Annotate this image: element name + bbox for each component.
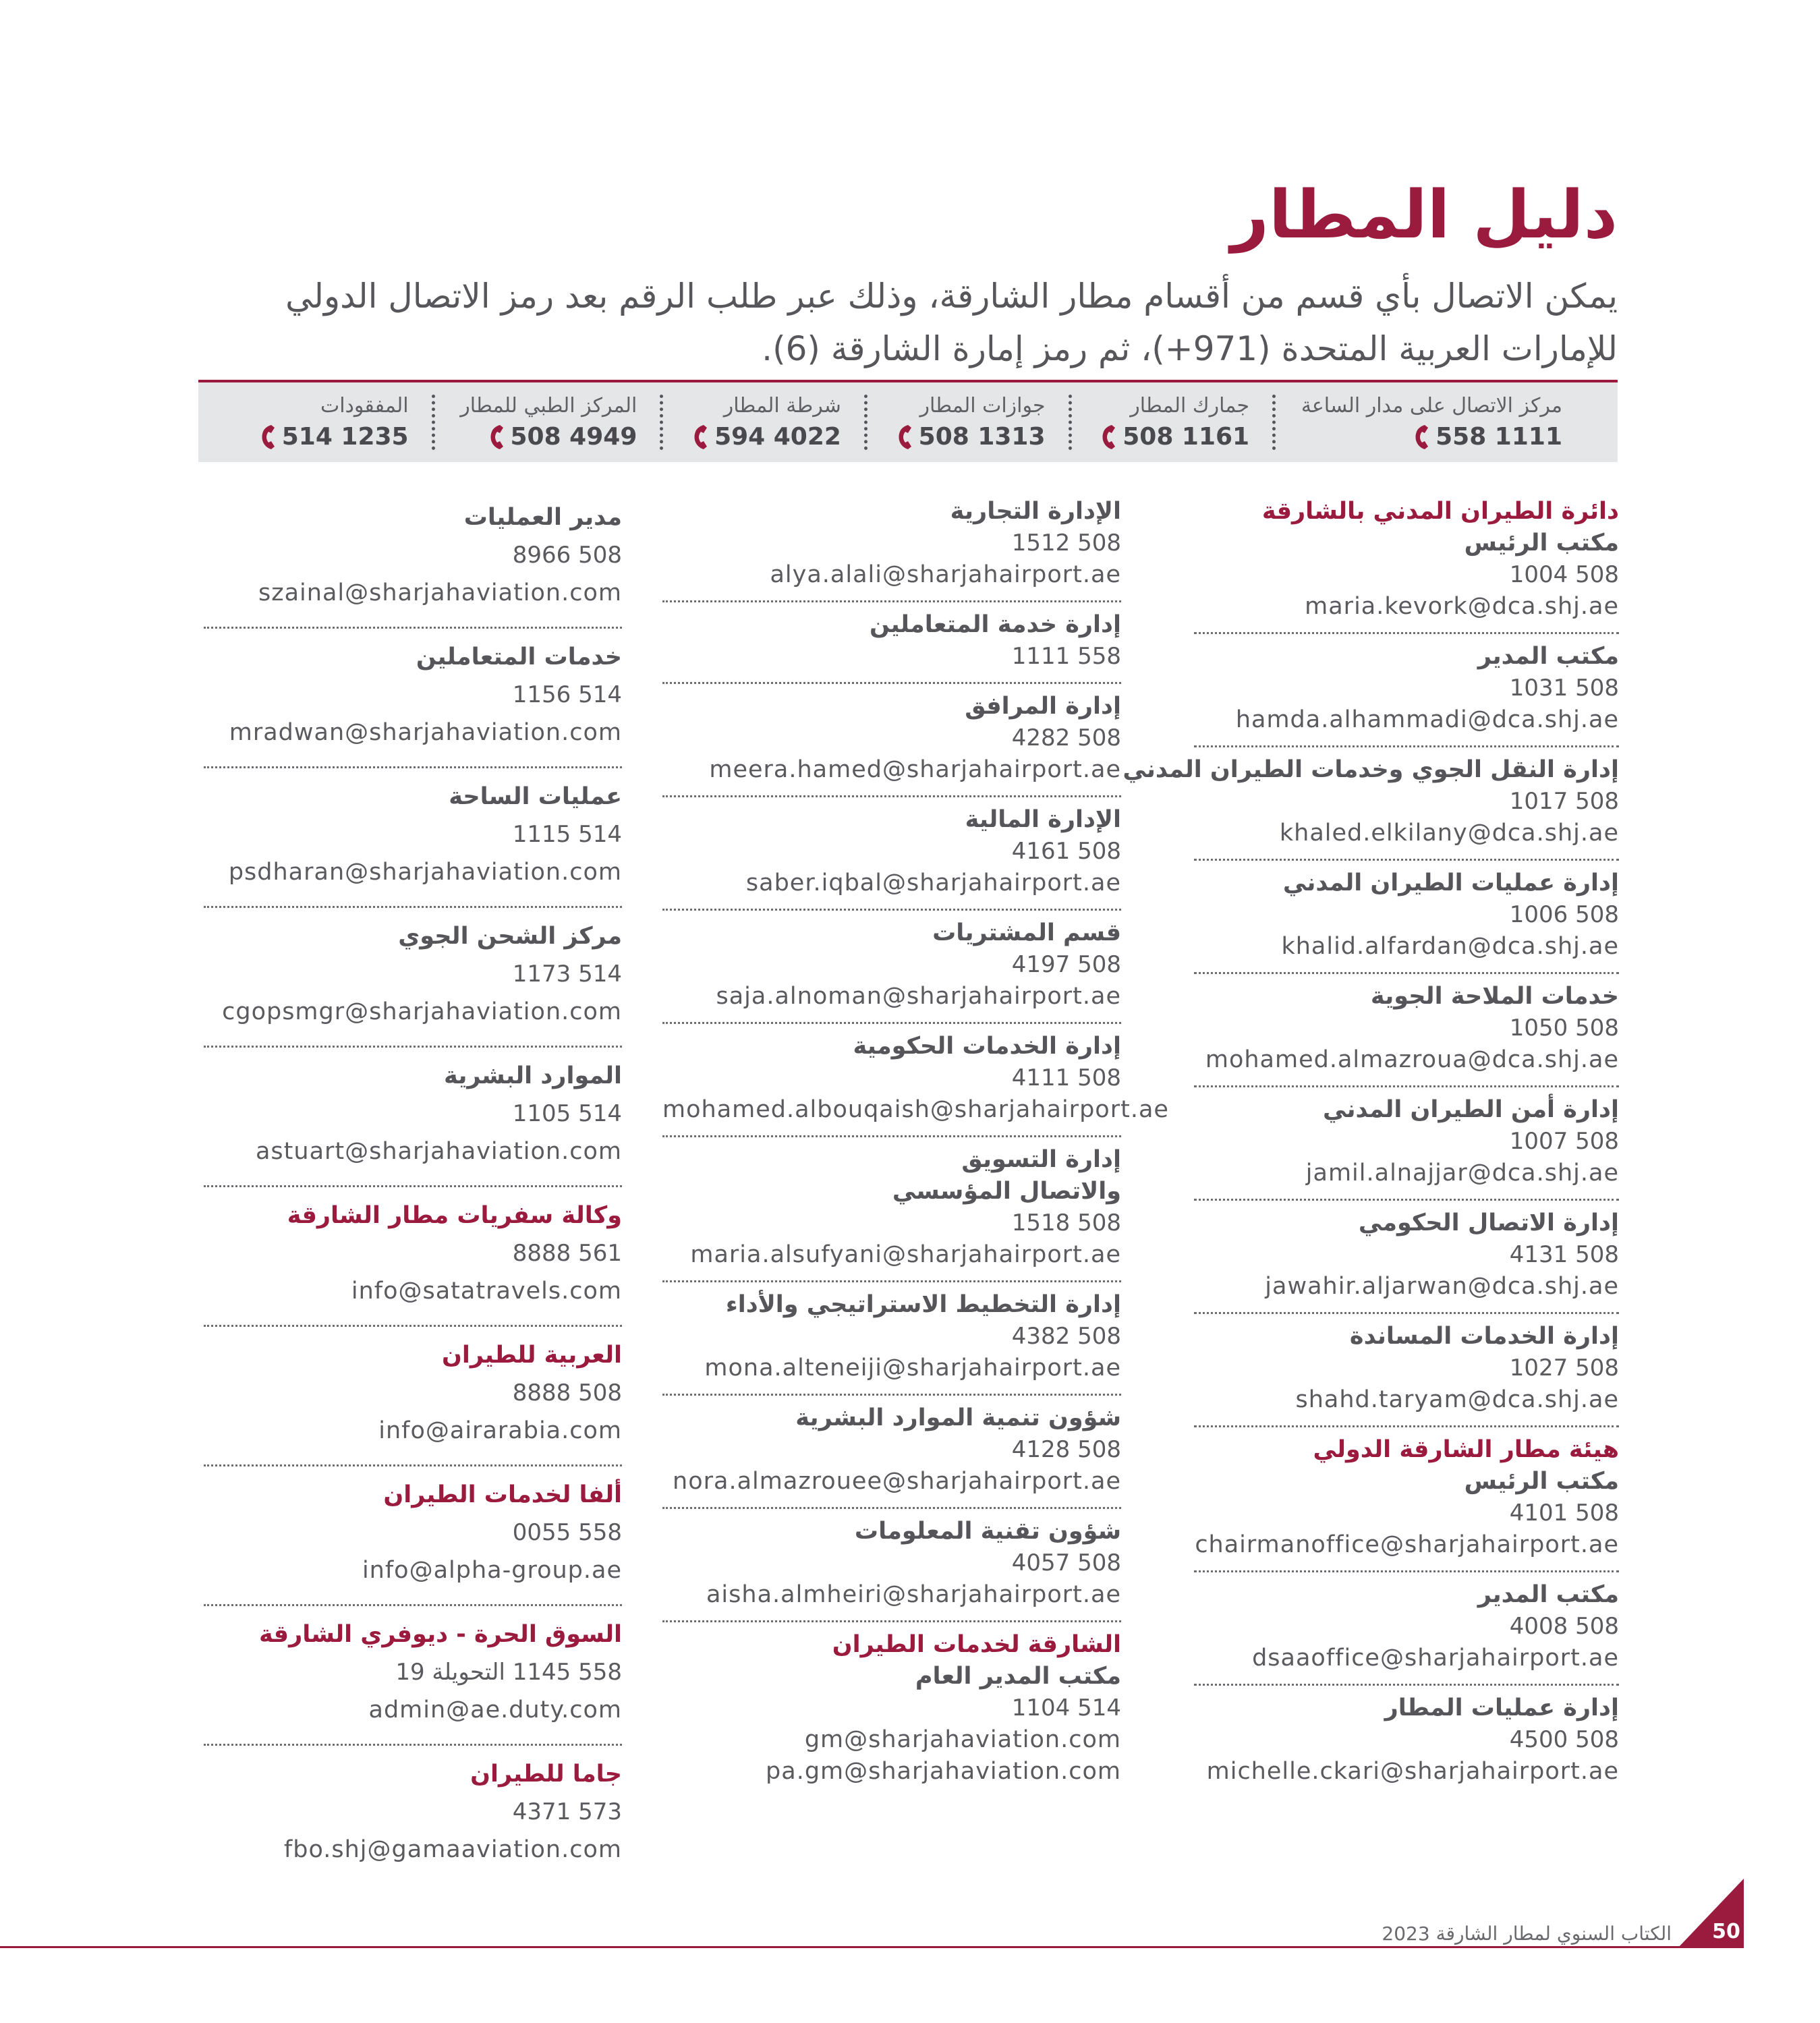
email-link[interactable]: cgopsmgr@sharjahaviation.com [222,998,622,1025]
entity-heading: جاما للطيران [470,1761,622,1788]
intro-line-2: للإمارات العربية المتحدة (971+)، ثم رمز إمارة الشارقة (6). [762,329,1618,368]
hotline-item [1072,391,1273,453]
directory-entry [662,602,1121,684]
phone-extension: 508 1050 [1509,1015,1619,1042]
email-link[interactable]: khalid.alfardan@dca.shj.ae [1281,933,1619,960]
hotline-number [689,421,841,453]
phone-icon [1097,424,1117,451]
directory-entry [1194,1572,1619,1686]
department-name: إدارة النقل الجوي وخدمات الطيران المدني [1122,756,1619,783]
department-name: إدارة عمليات المطار [1384,1694,1619,1721]
directory-entry [204,1746,622,1883]
email-link[interactable]: gm@sharjahaviation.com [804,1726,1121,1753]
phone-icon [1410,424,1430,451]
phone-extension: 508 1512 [1011,530,1121,557]
email-link[interactable]: szainal@sharjahaviation.com [258,579,622,606]
email-link[interactable]: michelle.ckari@sharjahairport.ae [1206,1758,1619,1785]
department-name: الإدارة التجارية [950,498,1121,525]
email-link[interactable]: maria.alsufyani@sharjahairport.ae [690,1241,1121,1268]
page-title: دليل المطار [1230,177,1618,254]
phone-extension: 514 1156 [512,681,622,708]
phone-extension: 508 8888 [512,1379,622,1406]
directory-entry [204,1466,622,1606]
email-link[interactable]: saber.iqbal@sharjahairport.ae [745,870,1121,896]
department-name: إدارة التسويق [961,1146,1121,1173]
department-name: شؤون تقنية المعلومات [854,1518,1121,1545]
phone-extension: 508 1031 [1509,675,1619,702]
hotline-label: جوازات المطار [919,394,1046,418]
email-link[interactable]: jamil.alnajjar@dca.shj.ae [1305,1160,1619,1187]
department-name: عمليات الساحة [449,783,622,810]
phone-extension: 561 8888 [512,1240,622,1267]
phone-extension: 508 1004 [1509,561,1619,588]
directory-column-1 [1122,489,1619,1797]
directory-entry [1194,1201,1619,1314]
directory-entry [1122,747,1619,861]
phone-extension: 558 1145 التحويلة 19 [395,1659,622,1686]
directory-entry [1194,1686,1619,1797]
email-link[interactable]: mona.alteneiji@sharjahairport.ae [704,1355,1121,1381]
hotline-item [231,391,432,453]
email-link[interactable]: jawahir.aljarwan@dca.shj.ae [1265,1273,1619,1300]
phone-extension: 573 4371 [512,1798,622,1825]
department-name: شؤون تنمية الموارد البشرية [795,1404,1121,1431]
email-link[interactable]: fbo.shj@gamaaviation.com [283,1836,622,1863]
directory-entry [662,1622,1121,1797]
department-name: مكتب المدير [1477,1581,1619,1608]
directory-entry [204,908,622,1048]
directory-column-2 [662,489,1169,1797]
directory-entry [204,1048,622,1187]
hotline-separator [864,395,868,450]
hotline-label: مركز الاتصال على مدار الساعة [1301,394,1562,418]
hotline-separator [1272,395,1276,450]
department-name: مكتب الرئيس [1464,530,1619,557]
hotline-item [1276,391,1585,453]
hotline-bar [198,380,1618,462]
email-link[interactable]: meera.hamed@sharjahairport.ae [709,756,1121,783]
directory-entry [204,1606,622,1746]
email-link[interactable]: nora.almazrouee@sharjahairport.ae [673,1468,1121,1495]
directory-entry [1194,1427,1619,1572]
department-name: قسم المشتريات [932,919,1121,946]
directory-entry [662,911,1121,1024]
phone-icon [485,424,505,451]
department-name: مكتب المدير [1477,643,1619,670]
department-name: إدارة الاتصال الحكومي [1358,1209,1619,1236]
directory-entry [204,1187,622,1327]
phone-extension: 508 8966 [512,542,622,569]
phone-extension: 508 4057 [1011,1549,1121,1576]
email-link[interactable]: admin@ae.duty.com [368,1697,622,1723]
directory-entry [662,684,1121,797]
phone-extension: 508 4382 [1011,1323,1121,1350]
directory-entry [662,489,1121,602]
intro-line-1: يمكن الاتصال بأي قسم من أقسام مطار الشارقة، وذلك عبر طلب الرقم بعد رمز الاتصال الدولي [285,277,1618,316]
phone-extension: 508 4161 [1011,838,1121,865]
hotline-number-text: 508 1161 [1122,423,1250,451]
phone-extension: 514 1105 [512,1100,622,1127]
phone-extension: 508 1006 [1509,901,1619,928]
department-name: خدمات المتعاملين [416,644,622,671]
hotline-item [663,391,864,453]
phone-extension: 508 1017 [1509,788,1619,815]
phone-extension: 508 1007 [1509,1128,1619,1155]
directory-entry [662,1282,1121,1396]
hotline-label: جمارك المطار [1130,394,1250,418]
department-name: إدارة المرافق [965,693,1121,720]
hotline-number-text: 558 1111 [1435,423,1562,451]
directory-entry [1194,634,1619,747]
hotline-separator [660,395,663,450]
entity-heading: العربية للطيران [442,1342,622,1369]
phone-extension: 508 4131 [1509,1241,1619,1268]
hotline-number [485,421,637,453]
hotline-number-text: 514 1235 [281,423,409,451]
phone-extension: 558 1111 [1011,643,1121,670]
hotline-number [256,421,409,453]
intro-text [215,270,1618,375]
email-link[interactable]: mradwan@sharjahaviation.com [229,719,622,746]
email-link[interactable]: mohamed.albouqaish@sharjahairport.ae [662,1096,1169,1123]
department-name: إدارة الخدمات الحكومية [853,1033,1121,1060]
hotline-item [435,391,660,453]
phone-extension: 508 4500 [1509,1726,1619,1753]
department-name: مكتب الرئيس [1464,1468,1619,1495]
email-link[interactable]: info@airarabia.com [378,1417,622,1444]
phone-icon [893,424,913,451]
hotline-label: المفقودات [320,394,409,418]
email-link[interactable]: astuart@sharjahaviation.com [255,1138,622,1165]
department-name: مكتب المدير العام [915,1663,1121,1690]
directory-column-3 [204,489,622,1883]
department-name: إدارة التخطيط الاستراتيجي والأداء [725,1291,1121,1318]
department-name: خدمات الملاحة الجوية [1370,983,1619,1010]
page-number: 50 [1712,1920,1740,1943]
entity-heading: هيئة مطار الشارقة الدولي [1313,1436,1619,1463]
department-name: إدارة الخدمات المساندة [1349,1323,1619,1350]
entity-heading: وكالة سفريات مطار الشارقة [287,1202,622,1229]
directory-entry [662,1024,1169,1137]
email-link[interactable]: aisha.almheiri@sharjahairport.ae [706,1581,1121,1608]
email-link[interactable]: pa.gm@sharjahaviation.com [766,1758,1121,1785]
directory-entry [662,1396,1121,1509]
entity-heading: الشارقة لخدمات الطيران [832,1631,1121,1658]
hotline-number [1410,421,1562,453]
footer-divider [0,1946,1744,1948]
email-link[interactable]: shahd.taryam@dca.shj.ae [1295,1386,1619,1413]
email-link[interactable]: saja.alnoman@sharjahairport.ae [716,983,1121,1010]
department-name: الإدارة المالية [965,806,1121,833]
email-link[interactable]: alya.alali@sharjahairport.ae [770,561,1121,588]
hotline-number-text: 508 1313 [918,423,1046,451]
directory-entry [204,489,622,629]
hotline-item [868,391,1069,453]
phone-extension: 514 1115 [512,821,622,848]
directory-entry [1194,1087,1619,1201]
email-link[interactable]: psdharan@sharjahaviation.com [228,859,622,886]
hotline-separator [1069,395,1072,450]
directory-entry [1194,489,1619,634]
phone-extension: 508 4197 [1011,951,1121,978]
directory-entry [1194,861,1619,974]
email-link[interactable]: maria.kevork@dca.shj.ae [1305,593,1619,620]
email-link[interactable]: info@alpha-group.ae [362,1557,622,1584]
entity-heading: دائرة الطيران المدني بالشارقة [1261,498,1619,525]
phone-extension: 514 1104 [1011,1694,1121,1721]
phone-extension: 508 4282 [1011,724,1121,751]
hotline-number-text: 508 4949 [510,423,637,451]
phone-extension: 514 1173 [512,961,622,988]
hotline-number-text: 594 4022 [714,423,841,451]
email-link[interactable]: chairmanoffice@sharjahairport.ae [1195,1531,1619,1558]
phone-extension: 508 4128 [1011,1436,1121,1463]
footer-book-title: الكتاب السنوي لمطار الشارقة 2023 [1382,1922,1672,1945]
hotline-separator [432,395,435,450]
department-name: إدارة أمن الطيران المدني [1322,1096,1619,1123]
department-name: إدارة عمليات الطيران المدني [1282,870,1619,896]
phone-extension: 508 4008 [1509,1613,1619,1640]
hotline-label: شرطة المطار [723,394,841,418]
email-link[interactable]: mohamed.almazroua@dca.shj.ae [1205,1046,1619,1073]
directory-entry [662,1509,1121,1622]
directory-entry [1194,974,1619,1087]
directory-entry [204,1327,622,1466]
department-name: مدير العمليات [463,504,622,531]
hotline-number [1097,421,1249,453]
phone-icon [256,424,277,451]
department-name: إدارة خدمة المتعاملين [869,611,1121,638]
email-link[interactable]: hamda.alhammadi@dca.shj.ae [1235,706,1619,733]
department-name: الموارد البشرية [443,1062,622,1089]
email-link[interactable]: info@satatravels.com [351,1278,622,1305]
phone-extension: 508 1027 [1509,1355,1619,1381]
phone-extension: 508 1518 [1011,1209,1121,1236]
directory-entry [662,1137,1121,1282]
directory-entry [662,797,1121,911]
entity-heading: ألفا لخدمات الطيران [383,1481,622,1508]
phone-extension: 508 4101 [1509,1500,1619,1527]
email-link[interactable]: dsaaoffice@sharjahairport.ae [1252,1645,1619,1672]
directory-entry [204,768,622,908]
directory-entry [204,629,622,768]
entity-heading: السوق الحرة - ديوفري الشارقة [258,1621,622,1648]
phone-extension: 508 4111 [1011,1064,1121,1091]
phone-icon [689,424,709,451]
email-link[interactable]: khaled.elkilany@dca.shj.ae [1279,820,1619,847]
department-name: مركز الشحن الجوي [398,923,622,950]
department-name-continued: والاتصال المؤسسي [892,1178,1121,1205]
phone-extension: 558 0055 [512,1519,622,1546]
hotline-number [893,421,1046,453]
hotline-label: المركز الطبي للمطار [460,394,637,418]
directory-entry [1194,1314,1619,1427]
